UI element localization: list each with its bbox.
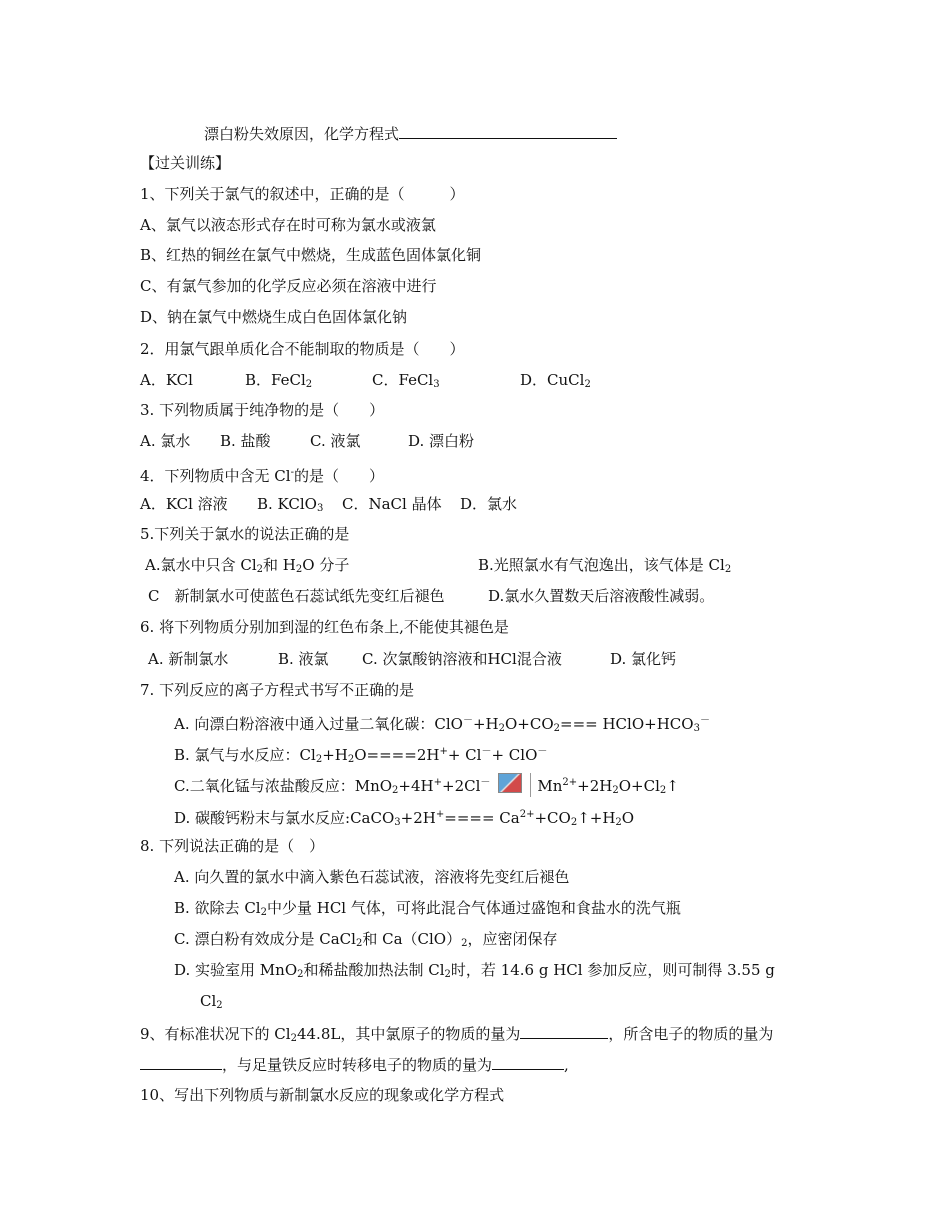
- q6-stem: 6. 将下列物质分别加到湿的红色布条上,不能使其褪色是: [140, 618, 509, 636]
- q6-option-c: C. 次氯酸钠溶液和HCl混合液: [362, 650, 562, 668]
- fail-reason-text: 漂白粉失效原因，化学方程式: [204, 125, 400, 143]
- q2-option-c: C．FeCl$_3$: [372, 371, 440, 390]
- q5-option-c: C 新制氯水可使蓝色石蕊试纸先变红后褪色: [148, 587, 445, 605]
- q7-stem: 7. 下列反应的离子方程式书写不正确的是: [140, 681, 415, 699]
- q7-option-a: A. 向漂白粉溶液中通入过量二氧化碳：$ClO^-+H_2O+CO_2===$ $HClO+HCO_3^-$: [174, 715, 710, 734]
- q5-option-d: D.氯水久置数天后溶液酸性减弱。: [488, 587, 715, 605]
- q8-stem: 8. 下列说法正确的是（ ）: [140, 837, 325, 855]
- q3-stem: 3. 下列物质属于纯净物的是（ ）: [140, 401, 385, 419]
- q2-option-a: A．KCl: [140, 371, 193, 389]
- q4-option-d: D．氯水: [460, 495, 518, 513]
- section-title: 【过关训练】: [140, 154, 231, 172]
- q7-option-c: C.二氧化锰与浓盐酸反应：MnO$_2$+4H++2Cl－ $Mn^{2+}+2H_2O+Cl_2↑$: [174, 773, 679, 801]
- q6-option-a: A. 新制氯水: [148, 650, 229, 668]
- q4-option-c: C．NaCl 晶体: [342, 495, 442, 513]
- q8-option-d: D. 实验室用 MnO$_2$和稀盐酸加热法制 $Cl_2$时，若 14.6 g HCl 参加反应，则可制得 3.55 g: [174, 961, 775, 980]
- fail-reason-line: [204, 122, 617, 144]
- chlorine-atom-blank[interactable]: [520, 1022, 608, 1039]
- q3-option-a: A. 氯水: [140, 432, 191, 450]
- q8-option-a: A. 向久置的氯水中滴入紫色石蕊试液，溶液将先变红后褪色: [174, 868, 570, 886]
- q4-stem: 4．下列物质中含无 Cl-的是（ ）: [140, 467, 384, 485]
- q4-option-a: A．KCl 溶液: [140, 495, 228, 513]
- q2-stem: 2．用氯气跟单质化合不能制取的物质是（ ）: [140, 340, 465, 358]
- q1-option-a: A、氯气以液态形式存在时可称为氯水或液氯: [140, 216, 436, 234]
- q1-option-b: B、红热的铜丝在氯气中燃烧，生成蓝色固体氯化铜: [140, 246, 482, 264]
- q2-option-b: B．FeCl$_2$: [245, 371, 313, 390]
- q9-line2: ，与足量铁反应时转移电子的物质的量为 ,: [140, 1053, 569, 1075]
- q5-option-b: B.光照氯水有气泡逸出，该气体是 $Cl_2$: [478, 556, 732, 575]
- q7-option-d: D. 碳酸钙粉末与氯水反应:CaCO$_3$+2H+==== $Ca^{2+}+CO_2↑+H_2O$: [174, 809, 635, 828]
- q5-option-a: A.氯水中只含 $Cl_2$和 $H_2O$ 分子: [145, 556, 350, 575]
- q8-option-d-cont: $Cl_2$: [200, 992, 223, 1011]
- q9-line1: 9、有标准状况下的 $Cl_244.8L$，其中氯原子的物质的量为 ，所含电子的物质的量为: [140, 1022, 773, 1049]
- q8-option-b: B. 欲除去 $Cl_2$中少量 HCl 气体，可将此混合气体通过盛饱和食盐水的洗气瓶: [174, 899, 681, 918]
- q2-option-d: D．CuCl$_2$: [520, 371, 591, 390]
- electron-amount-blank[interactable]: [140, 1053, 222, 1070]
- q10-stem: 10、写出下列物质与新制氯水反应的现象或化学方程式: [140, 1086, 505, 1104]
- q5-stem: 5.下列关于氯水的说法正确的是: [140, 525, 350, 543]
- q3-option-b: B. 盐酸: [220, 432, 271, 450]
- q6-option-d: D. 氯化钙: [610, 650, 677, 668]
- transfer-electron-blank[interactable]: [492, 1053, 564, 1070]
- q1-option-d: D、钠在氯气中燃烧生成白色固体氯化钠: [140, 308, 408, 326]
- q1-option-c: C、有氯气参加的化学反应必须在溶液中进行: [140, 277, 437, 295]
- answer-blank[interactable]: [399, 122, 617, 139]
- q7-option-b: B. 氯气与水反应：$Cl_2+H_2O====2H^++ Cl^-+ ClO^-$: [174, 746, 548, 765]
- q1-stem: 1、下列关于氯气的叙述中，正确的是（ ）: [140, 185, 465, 203]
- q6-option-b: B. 液氯: [278, 650, 329, 668]
- q8-option-c: C. 漂白粉有效成分是 CaCl$_2$和 $Ca(ClO)_2$，应密闭保存: [174, 930, 558, 949]
- q4-option-b: B. KClO$_3$: [257, 495, 324, 514]
- divider: [530, 773, 531, 797]
- q3-option-d: D. 漂白粉: [408, 432, 475, 450]
- q3-option-c: C. 液氯: [310, 432, 361, 450]
- heating-condition-icon: [498, 773, 522, 793]
